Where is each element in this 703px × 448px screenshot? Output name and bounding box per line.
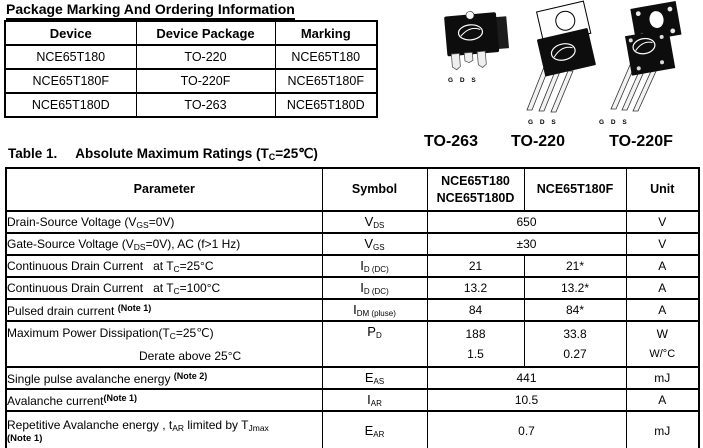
param-text: Avalanche current: [7, 393, 104, 408]
symbol-subscript: D (DC): [363, 287, 389, 296]
value1-id100: 13.2: [427, 277, 524, 299]
value-line1: 33.8: [563, 327, 587, 341]
param-text: Maximum Power Dissipation(T: [7, 325, 170, 340]
symbol-text: E: [364, 422, 374, 438]
symbol-subscript: DS: [373, 221, 385, 230]
param-text: Repetitive Avalanche energy , t: [7, 417, 173, 432]
param-iar: [6, 389, 322, 411]
param-text: Drain-Source Voltage (V: [7, 214, 137, 229]
symbol-vgs: [322, 233, 427, 255]
package-label-to220: TO-220: [511, 133, 565, 150]
param-idm: [6, 299, 322, 321]
table-row-id100: [6, 277, 699, 299]
param-vds: [6, 211, 322, 233]
note-reference: (Note 2): [173, 370, 208, 381]
param-pd: [6, 321, 322, 367]
param-text: Continuous Drain Current at T: [7, 280, 174, 295]
param-line1: [7, 323, 322, 346]
header-unit: Unit: [626, 168, 699, 211]
symbol-idm: [322, 299, 427, 321]
symbol-text: I: [360, 258, 364, 273]
header-device1-line1: NCE65T180: [441, 173, 510, 188]
value-ear: 0.7: [427, 411, 626, 448]
unit-line1: W: [656, 327, 668, 341]
marking-cell: NCE65T180: [275, 45, 377, 69]
table-row-id25: [6, 255, 699, 277]
param-ear: [6, 411, 322, 448]
symbol-subscript: AR: [370, 399, 382, 408]
param-line2: Derate above 25°C: [139, 348, 242, 363]
symbol-text: I: [353, 302, 357, 317]
symbol-text: I: [367, 392, 371, 407]
param-text: =100°C: [179, 280, 221, 295]
device-cell: NCE65T180D: [5, 93, 136, 117]
package-cell: TO-220: [136, 45, 275, 69]
value-eas: 441: [427, 367, 626, 389]
symbol-eas: [322, 367, 427, 389]
symbol-subscript: D (DC): [363, 265, 389, 274]
note-reference: (Note 1): [103, 392, 138, 403]
symbol-line1: [323, 322, 427, 346]
header-device1-line2: NCE65T180D: [436, 190, 515, 205]
ordering-header-device: Device: [5, 21, 136, 45]
symbol-subscript: AS: [373, 377, 385, 386]
table1-title-prefix: Table 1.: [8, 146, 58, 161]
symbol-text: E: [364, 370, 374, 385]
param-text: Gate-Source Voltage (V: [7, 236, 134, 251]
unit-id100: A: [626, 277, 699, 299]
symbol-vds: [322, 211, 427, 233]
unit-idm: A: [626, 299, 699, 321]
value1-id25: 21: [427, 255, 524, 277]
value-iar: 10.5: [427, 389, 626, 411]
table-row-idm: [6, 299, 699, 321]
ordering-header-row: [5, 21, 377, 45]
param-subscript: DS: [133, 241, 146, 252]
table-row-pd: [6, 321, 699, 367]
param-line1: [7, 418, 322, 433]
header-device2: NCE65T180F: [524, 168, 626, 211]
param-text: Single pulse avalanche energy: [7, 371, 174, 386]
param-id100: [6, 277, 322, 299]
param-subscript: C: [173, 263, 180, 274]
symbol-pd: [322, 321, 427, 367]
value2-idm: 84*: [524, 299, 626, 321]
note-reference: (Note 1): [117, 302, 152, 313]
package-cell: TO-263: [136, 93, 275, 117]
param-line2-note: (Note 1): [7, 432, 43, 444]
ordering-table: [4, 20, 378, 118]
pin-label-gds: G D S: [448, 77, 479, 84]
value-line2: 0.27: [563, 347, 587, 361]
unit-id25: A: [626, 255, 699, 277]
param-vgs: [6, 233, 322, 255]
param-subscript: C: [173, 285, 180, 296]
header-symbol: Symbol: [322, 168, 427, 211]
symbol-subscript: GS: [373, 243, 385, 252]
param-text: =0V): [148, 214, 175, 229]
unit-pd: [626, 321, 699, 367]
value2-id25: 21*: [524, 255, 626, 277]
pin-label-gds: G D S: [599, 119, 630, 126]
value1-pd: [427, 321, 524, 367]
symbol-ear: [322, 411, 427, 448]
to-263-package-drawing: [444, 8, 511, 84]
value2-pd: [524, 321, 626, 367]
symbol-subscript: AR: [373, 429, 385, 439]
to-220f-package-drawing: [599, 1, 687, 126]
param-text: limited by T: [184, 417, 249, 432]
value-vds: 650: [427, 211, 626, 233]
header-parameter: Parameter: [6, 168, 322, 211]
value-line2: 1.5: [467, 347, 484, 361]
symbol-subscript: DM (pluse): [356, 309, 396, 318]
param-text: Pulsed drain current: [7, 303, 118, 318]
package-drawings: [400, 0, 703, 130]
ratings-header-row: [6, 168, 699, 211]
value1-idm: 84: [427, 299, 524, 321]
symbol-text: P: [367, 324, 376, 339]
symbol-subscript: D: [375, 331, 382, 340]
param-text: =25°C: [179, 258, 214, 273]
symbol-id25: [322, 255, 427, 277]
table-row-eas: [6, 367, 699, 389]
symbol-text: I: [360, 280, 364, 295]
value-vgs: ±30: [427, 233, 626, 255]
package-label-to220f: TO-220F: [609, 133, 673, 150]
table-row-vgs: [6, 233, 699, 255]
package-cell: TO-220F: [136, 69, 275, 93]
unit-ear: mJ: [626, 411, 699, 448]
ratings-table: [5, 167, 700, 448]
table1-title-main: Absolute Maximum Ratings (T: [75, 146, 269, 161]
table-row-iar: [6, 389, 699, 411]
device-cell: NCE65T180F: [5, 69, 136, 93]
param-text: =25℃): [175, 325, 214, 340]
table1-title-suffix: =25℃): [275, 146, 318, 161]
package-label-to263: TO-263: [424, 133, 478, 150]
table-row: [5, 45, 377, 69]
symbol-iar: [322, 389, 427, 411]
ordering-header-marking: Marking: [275, 21, 377, 45]
table-row: [5, 93, 377, 117]
value2-id100: 13.2*: [524, 277, 626, 299]
table-row: [5, 69, 377, 93]
unit-iar: A: [626, 389, 699, 411]
param-eas: [6, 367, 322, 389]
symbol-id100: [322, 277, 427, 299]
page-title: Package Marking And Ordering Information: [6, 1, 295, 20]
param-subscript: AR: [172, 422, 185, 433]
param-text: =0V), AC (f>1 Hz): [145, 236, 241, 251]
param-id25: [6, 255, 322, 277]
header-device1: [427, 168, 524, 211]
param-text: Continuous Drain Current at T: [7, 258, 174, 273]
table1-title: [8, 146, 318, 162]
table1-title-sub: C: [268, 152, 276, 162]
table-row-vds: [6, 211, 699, 233]
unit-vgs: V: [626, 233, 699, 255]
to-220-package-drawing: [527, 1, 598, 126]
value-line1: 188: [465, 327, 486, 341]
param-subscript: Jmax: [248, 422, 269, 433]
unit-vds: V: [626, 211, 699, 233]
table-row-ear: [6, 411, 699, 448]
unit-eas: mJ: [626, 367, 699, 389]
symbol-text: V: [364, 236, 374, 251]
symbol-line2: [323, 346, 427, 366]
symbol-text: V: [364, 214, 374, 229]
param-subscript: C: [169, 330, 176, 341]
marking-cell: NCE65T180D: [275, 93, 377, 117]
marking-cell: NCE65T180F: [275, 69, 377, 93]
device-cell: NCE65T180: [5, 45, 136, 69]
unit-line2: W/°C: [649, 348, 676, 360]
pin-label-gds: G D S: [528, 119, 559, 126]
param-subscript: GS: [136, 219, 149, 230]
ordering-header-package: Device Package: [136, 21, 275, 45]
